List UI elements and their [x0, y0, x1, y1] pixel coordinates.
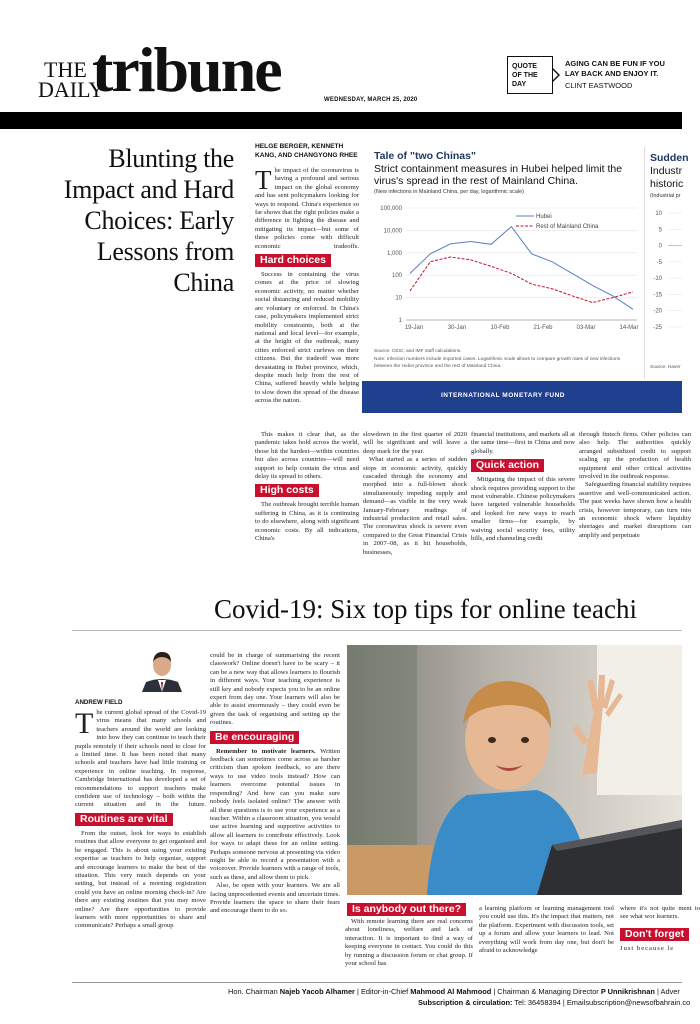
legend-label: Rest of Mainland China: [536, 224, 599, 230]
footer-adver: | Adver: [654, 987, 680, 996]
footer-chairman-label: Hon. Chairman: [228, 987, 280, 996]
side-chart-sub2: historic: [650, 178, 684, 190]
footer-rule: [72, 982, 682, 983]
article2-subhead-routines: Routines are vital: [75, 813, 173, 826]
article1-dropcap: T: [255, 165, 272, 195]
footer-editor-name: Mahmood Al Mahmood: [410, 987, 492, 996]
article2-c2: could be in charge of summarising the recent classwork? Online doesn't have to be scary – it can be a new way that allows learners to flourish in different ways. Your teaching experience is still key and nobody expects you to be an online expert from day one. Your learners will also be able to assist enormously – they could even be given the task of organising and setting up the routines.: [210, 652, 340, 727]
side-chart-desc: (Industrial pr: [650, 193, 681, 199]
x-tick-label: 03-Mar: [576, 325, 596, 331]
side-chart-plot: [646, 205, 682, 345]
article2-c5b: Just because le: [620, 944, 675, 952]
masthead-rule: [0, 112, 682, 129]
footer-md-label: | Chairman & Managing Director: [491, 987, 601, 996]
article2-subhead-anybody: Is anybody out there?: [347, 903, 466, 916]
footer-chairman-name: Najeb Yacob Alhamer: [279, 987, 355, 996]
article2-col3: [345, 897, 475, 972]
article2-col1: [75, 709, 206, 971]
masthead-daily: DAILY: [38, 77, 105, 102]
imf-footer-text: INTERNATIONAL MONETARY FUND: [441, 392, 565, 399]
side-y-tick-label: 10: [655, 211, 662, 217]
side-y-tick-label: -25: [653, 325, 662, 331]
article2-col4: [479, 905, 614, 971]
article1-subhead-hard-choices: Hard choices: [255, 254, 331, 267]
article2-p2: From the outset, look for ways to establish routines that allow everyone to get organised and be engaged. This is about using your existing expertise as teachers to help organise, support and encourage learners to make the best of the situation. This very much depends on your setting, but instead of a morning registration could you have an online morning check-in? Are there any existing routines that you may move online? Are there opportunities to provide learners with more opportunities to share and communicate? Perhaps a small group: [75, 829, 206, 930]
imf-chart: [362, 143, 689, 413]
chart-source: Source: CEIC; and IMF staff calculations.: [374, 349, 462, 354]
article2-dropcap: T: [75, 707, 94, 740]
chart-desc: (New infections in Mainland China, per day, logarithmic scale): [374, 189, 524, 195]
quote-arrow-inner-icon: [553, 70, 558, 80]
child-laptop-photo: [347, 645, 682, 895]
y-tick-label: 1: [398, 318, 402, 324]
y-tick-label: 100,000: [380, 206, 402, 212]
quote-label: QUOTE OF THE DAY: [512, 63, 538, 88]
article2-c5: where it's not quite ment to see what wor learners.: [620, 905, 700, 921]
side-y-tick-label: -20: [653, 308, 662, 315]
footer-subscription-label: Subscription & circulation:: [418, 998, 513, 1007]
quote-box: [507, 56, 553, 94]
article2-col5: [620, 905, 700, 971]
legend-label: Hubei: [536, 214, 552, 220]
masthead-the: THE: [44, 57, 87, 82]
chart-note: Note: Infection numbers include imported cases. Logarithmic scale allows to compare growth rates of new infections between the Hubei province and the rest of Mainland China.: [374, 357, 621, 369]
side-y-tick-label: 0: [658, 243, 662, 250]
side-chart-sub1: Industr: [650, 165, 683, 177]
article2-c3: With remote learning there are real concerns about loneliness, welfare and lack of interaction. It is important to find a way of keeping everyone in contact. You could do this by running a discussion forum or chat group. If your school has: [345, 918, 473, 968]
article2-c2b: Written feedback can sometimes come across as harsher criticism than spoken feedback, so are there ways to use video tools instead? How can learners overcome potential issues in responding? And how can you make sure nobody feels isolated online? The answer with all these questions is to use your experience as a teacher. Within a classroom situation, you would use active learning and supportive activities to allow all learners to contribute effectively. Look for ways to adapt these for an online setting. Perhaps someone nervous at presenting via video might be able to record a presentation with a voiceover. Provide learners with a range of tools, such as these, and allow them to pick.: [210, 747, 341, 881]
y-tick-label: 10: [395, 295, 402, 302]
side-y-tick-label: -15: [653, 292, 662, 299]
chart-plot: [362, 198, 662, 338]
article1-col3: [471, 431, 575, 559]
masthead-date: WEDNESDAY, MARCH 25, 2020: [324, 97, 418, 103]
article2-headline: Covid-19: Six top tips for online teachi: [214, 594, 637, 624]
article1-c2: slowdown in the first quarter of 2020 will be significant and will leave a deep mark for the year.: [363, 431, 467, 455]
series-line: [410, 227, 633, 310]
chart-subtitle: Strict containment measures in Hubei helped limit the virus's spread in the rest of Mainland China.: [374, 163, 623, 187]
quote-text: AGING CAN BE FUN IF YOU LAY BACK AND ENJOY IT.: [565, 59, 665, 78]
article2-intro: he current global spread of the Covid-19 virus means that many schools and teachers around the world are looking into how they can continue to teach their pupils remotely if their schools need to close for a limited time. It has been noted that many schools and teachers have had little training or experience in online teaching. In response, Cambridge International has developed a set of recommendations to support teachers make confident use of technology – both within the current situation and in the future.: [75, 709, 206, 809]
article1-col1-bottom: [255, 431, 359, 559]
x-tick-label: 19-Jan: [404, 325, 424, 331]
article2-rule: [72, 630, 682, 631]
article1-intro: he impact of the coronavirus is having a profound and serious impact on the global economy and has sent policymakers looking for ways to respond. China's experience so far shows that the right policies make a difference in fighting the disease and mitigating its impact—but some of these policies come with difficult economic tradeoffs.: [255, 167, 359, 250]
quote-author: CLINT EASTWOOD: [565, 81, 633, 90]
side-chart-source: Source: Haver: [650, 365, 681, 370]
article2-subhead-encouraging: Be encouraging: [210, 731, 299, 744]
article2-subhead-dont-forget: Don't forget: [620, 928, 689, 941]
side-y-tick-label: 5: [658, 227, 662, 234]
x-tick-label: 21-Feb: [533, 325, 553, 331]
series-line: [410, 257, 633, 303]
article1-c4: through fintech firms. Other policies can also help. The authorities quickly arranged subsidized credit to support scaling up the production of health equipment and other critical activities involved in the outbreak response.: [579, 431, 691, 481]
y-tick-label: 100: [391, 273, 402, 280]
chart-divider: [644, 147, 645, 379]
article1-c3b: Mitigating the impact of this severe shock requires providing support to the most vulnerable. Chinese policymakers have targeted vulnerable households and looked for new ways to reach smaller firms—for example, by waiving social security fees, utility bills, and channeling credit: [471, 476, 576, 543]
article1-subhead-high-costs: High costs: [255, 484, 319, 497]
article1-headline: Blunting the Impact and Hard Choices: Early Lessons from China: [63, 144, 234, 297]
footer-md-name: P Unnikrishnan: [600, 987, 655, 996]
imf-footer-band: [362, 381, 682, 413]
article1-p3: This makes it clear that, as the pandemic takes hold across the world, those hit the hardest—within countries but also across countries—will need support to help contain the virus and delay its spread to others.: [255, 431, 359, 481]
article1-c4b: Safeguarding financial stability requires assertive and well-communicated action. The past weeks have shown how a health crisis, however temporary, can turn into an economic shock where liquidity shortages and market disruptions can amplify and perpetuate: [579, 481, 691, 539]
masthead: [0, 0, 682, 112]
y-tick-label: 10,000: [383, 228, 402, 235]
y-tick-label: 1,000: [386, 250, 402, 257]
side-y-tick-label: -10: [653, 276, 662, 283]
article1-byline: HELGE BERGER, KENNETH KANG, AND CHANGYONG RHEE: [255, 143, 358, 159]
article1-c2b: What started as a series of sudden stops in economic activity, quickly cascaded through the economy and morphed into a full-blown shock simultaneously impeding supply and demand—as visible in the very weak January-February readings of industrial production and retail sales. The coronavirus shock is severe even compared to the Great Financial Crisis in 2007–08, as it hit households, businesses,: [363, 456, 467, 556]
masthead-tribune: tribune: [92, 34, 281, 105]
article2-c2-lead: Remember to motivate learners.: [216, 747, 316, 755]
footer-subscription-contact: Tel: 36458394 | Emailsubscription@newsofbahrain.co: [512, 998, 691, 1007]
article1-subhead-quick-action: Quick action: [471, 459, 544, 472]
footer-line1: [228, 987, 682, 997]
footer-editor-label: | Editor-in-Chief: [354, 987, 411, 996]
x-tick-label: 30-Jan: [447, 325, 467, 331]
article2-author: ANDREW FIELD: [75, 699, 123, 706]
article2-c4: a learning platform or learning management tool you could use this. It's the impact that matters, not the platform. Experiment with discussion tools, set up a forum and allow your learners to lead. Not everything will work from day one, but don't be afraid to acknowledge: [479, 905, 614, 955]
article1-p2: Success in containing the virus comes at the price of slowing economic activity, no matter whether social distancing and reduced mobility are voluntary or enforced. In China's case, policymakers implemented strict mobility constraints, both at the national and local level—for example, at the height of the outbreak, many cities enforced strict curfews on their citizens. But the tradeoff was more devastating in Hubei province, which, despite much help from the rest of China, suffered heavily while helping to slow down the spread of the disease across the nation.: [255, 271, 359, 405]
chart-title: Tale of "two Chinas": [374, 150, 476, 162]
side-y-tick-label: -5: [656, 259, 662, 266]
author-photo: [138, 646, 186, 692]
footer-line2: [418, 998, 691, 1008]
x-tick-label: 14-Mar: [619, 325, 639, 331]
article1-p4: The outbreak brought terrible human suffering in China, as it is continuing to do elsewhere, along with significant economic costs. By all indications, China's: [255, 501, 359, 543]
article2-col2: [210, 652, 340, 972]
article1-col2: [363, 431, 467, 559]
article1-c3: financial institutions, and markets all at the same time—first in China and now globally.: [471, 431, 576, 455]
article1-col4: [579, 431, 691, 559]
article2-c2c: Also, be open with your learners. We are all facing unprecedented events and uncertain times. Provide learners the space to share their fears and encourage them to do so.: [210, 882, 340, 915]
x-tick-label: 10-Feb: [490, 325, 510, 331]
article1-col1-top: [255, 167, 359, 437]
side-chart-title: Sudden: [650, 152, 689, 164]
